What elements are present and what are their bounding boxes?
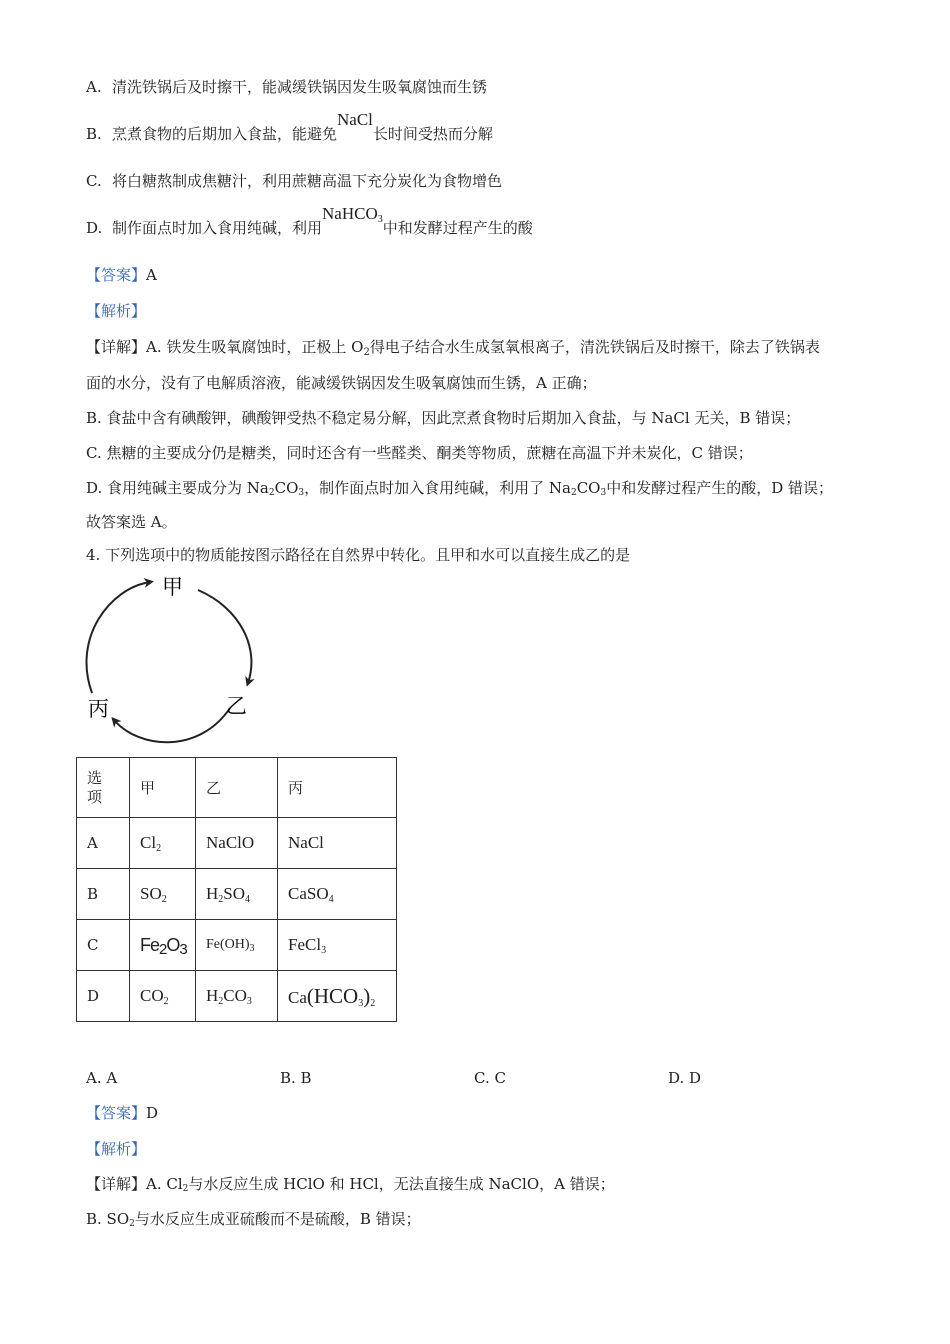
header-jia: 甲	[130, 758, 196, 818]
arrow-jia-to-yi	[198, 590, 251, 683]
option-a: A. 清洗铁锅后及时擦干，能减缓铁锅因发生吸氧腐蚀而生锈	[86, 78, 488, 96]
choice-b: B. B	[280, 1069, 312, 1087]
arrow-yi-to-bing	[114, 708, 230, 742]
table-row: B $SO_2$ $H_2SO_4$ CaSO$_4$	[77, 869, 397, 920]
choice-d: D. D	[668, 1069, 702, 1087]
q3-detail-line4: C. 焦糖的主要成分仍是糖类，同时还含有一些醛类、酮类等物质，蔗糖在高温下并未炭化，C 错误；	[86, 444, 753, 462]
diagram-label-yi: 乙	[226, 694, 247, 718]
q4-detail-a: 【详解】A. $Cl_2$与水反应生成 HClO 和 HCl，无法直接生成 NaClO，A 错误；	[86, 1175, 615, 1194]
q3-detail-line6: 故答案选 A。	[86, 513, 177, 531]
q3-analysis-heading: 【解析】	[86, 302, 147, 320]
q3-detail-line5: D. 食用纯碱主要成分为 $Na_2CO_3$，制作面点时加入食用纯碱，利用了 $Na_2CO_3$中和发酵过程产生的酸，D 错误；	[86, 479, 834, 498]
q3-answer: 【答案】A	[86, 266, 157, 284]
header-yi: 乙	[196, 758, 278, 818]
arrow-bing-to-jia	[86, 582, 150, 693]
q4-analysis-heading: 【解析】	[86, 1140, 147, 1158]
table-header-row	[77, 758, 397, 818]
choice-c: C. C	[474, 1069, 506, 1087]
nacl-formula: NaCl	[337, 110, 373, 129]
q3-detail-line2: 面的水分，没有了电解质溶液，能减缓铁锅因发生吸氧腐蚀而生锈，A 正确；	[86, 374, 597, 392]
diagram-label-jia: 甲	[162, 575, 183, 599]
table-row: C Fe2O3 $Fe(OH)_3$ FeCl$_3$	[77, 920, 397, 971]
diagram-label-bing: 丙	[88, 697, 109, 721]
option-b: B. 烹煮食物的后期加入食盐，能避免NaCl长时间受热而分解	[86, 110, 493, 143]
options-table	[76, 757, 397, 1022]
option-c: C. 将白糖熬制成焦糖汁，利用蔗糖高温下充分炭化为食物增色	[86, 172, 503, 190]
q3-detail-line1: 【详解】A. 铁发生吸氧腐蚀时，正极上 $O_2$得电子结合水生成氢氧根离子，清洗铁锅后及时擦干，除去了铁锅表	[86, 338, 820, 358]
q4-detail-b: B. $SO_2$与水反应生成亚硫酸而不是硫酸，B 错误；	[86, 1210, 421, 1229]
option-d: D. 制作面点时加入食用纯碱，利用NaHCO$_3$中和发酵过程产生的酸	[86, 204, 533, 237]
q4-stem: 4. 下列选项中的物质能按图示路径在自然界中转化。且甲和水可以直接生成乙的是	[86, 546, 631, 564]
nahco3-formula: NaHCO$_3$	[322, 204, 383, 225]
q3-detail-line3: B. 食盐中含有碘酸钾，碘酸钾受热不稳定易分解，因此烹煮食物时后期加入食盐，与 NaCl 无关，B 错误；	[86, 409, 801, 427]
header-option: 选 项	[77, 758, 130, 818]
table-row: D $CO_2$ $H_2CO_3$ $Ca(HCO_3)_2$	[77, 971, 397, 1022]
table-row: A $Cl_2$ NaClO NaCl	[77, 818, 397, 869]
choice-a: A. A	[86, 1069, 118, 1087]
header-bing: 丙	[278, 758, 397, 818]
q4-answer: 【答案】D	[86, 1104, 159, 1122]
cycle-diagram	[80, 568, 280, 753]
